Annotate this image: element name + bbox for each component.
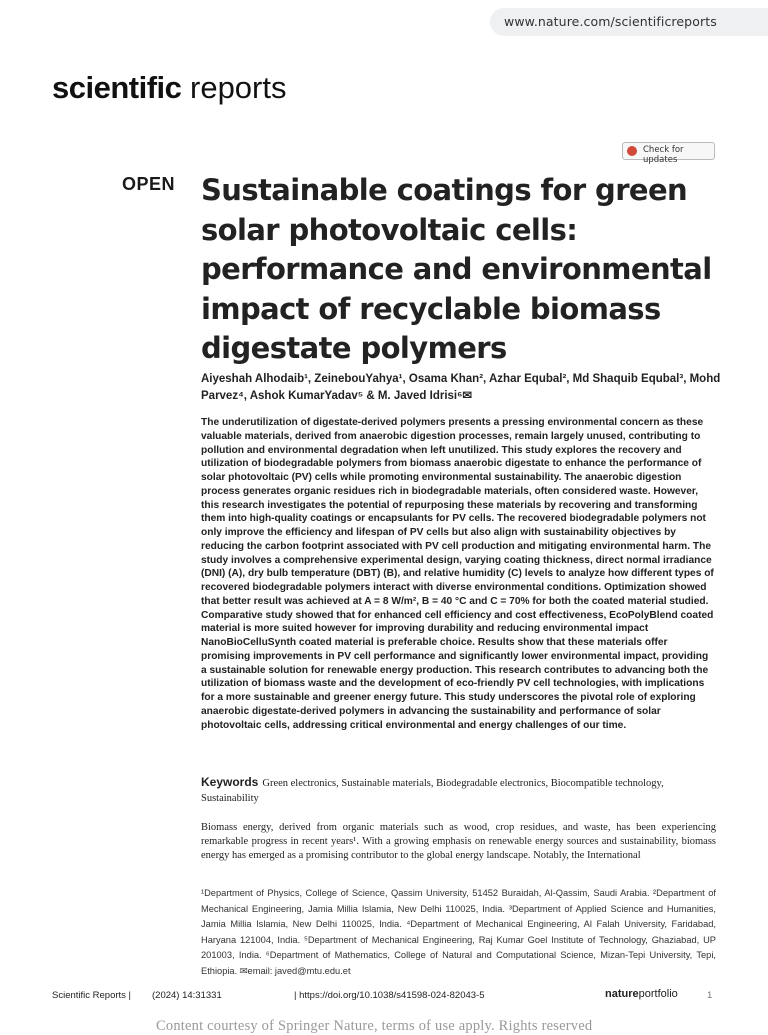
check-updates-button[interactable] — [622, 142, 715, 165]
keywords-label: Keywords — [201, 775, 259, 789]
article-title: Sustainable coatings for green solar photovoltaic cells: performance and environmental impact of recyclable biomass digestate polymers — [201, 173, 712, 365]
author-list: Aiyeshah Alhodaib¹, ZeinebouYahya¹, Osama Khan², Azhar Equbal², Md Shaquib Equbal³, Mohd Parvez⁴, Ashok KumarYadav⁵ & M. Javed Idrisi⁶✉ — [201, 373, 721, 402]
footer-volume: (2024) 14:31331 — [152, 990, 222, 1001]
journal-url[interactable]: www.nature.com/scientificreports — [504, 14, 717, 29]
brand-bold: scientific — [52, 70, 182, 105]
publisher-light: portfolio — [638, 988, 678, 1000]
publisher-logo — [605, 988, 678, 1000]
footer-journal: Scientific Reports | — [52, 990, 132, 1001]
abstract: The underutilization of digestate-derived polymers presents a pressing environmental concern as these valuable materials, derived from anaerobic digestion processes, remain largely unused, contributing to pollution and environmental degradation when left unutilized. This study explores the recovery and utilization of biodegradable polymers from biomass anaerobic digestate to enhance the performance of solar photovoltaic (PV) cells while promoting environmental sustainability. The anaerobic digestion process generates organic residues rich in biodegradable materials, often considered waste. However, this research investigates the potential of repurposing these materials by recovering and transforming them into high-quality coatings or encapsulants for PV cells. The recovered biodegradable polymers not only improve the efficiency and lifespan of PV cells but also align with sustainability objectives by reducing the carbon footprint associated with PV cell production and mitigating environmental harm. The study involves a comprehensive experimental design, varying coating thickness, direct normal irradiance (DNI) (A), dry bulb temperature (DBT) (B), and relative humidity (C) levels to analyze how different types of recovered biodegradable polymers interact with diverse environmental conditions. Optimization showed that better result was achieved at A = 8 W/m², B = 40 °C and C = 70% for both the coated material studied. Comparative study showed that for enhanced cell efficiency and cost effectiveness, EcoPolyBlend coated material is more suited however for improving durability and reducing environmental impact NanoBioCelluSynth coated material is preferable choice. Results show that these materials offer promising improvements in PV cell performance and significantly lower environmental impact, providing a sustainable solution for renewable energy production. This research contributes to advancing both the utilization of biomass waste and the development of eco-friendly PV cell technologies, with implications for a more sustainable and greener energy future. This study underscores the pivotal role of exploring anaerobic digestate-derived polymers in advancing the sustainability and performance of solar photovoltaic cells, addressing critical environmental and energy challenges of our time. — [201, 417, 714, 731]
header-tab — [718, 8, 768, 36]
crossmark-icon — [627, 146, 637, 156]
affiliations: ¹Department of Physics, College of Science, Qassim University, 51452 Buraidah, Al-Qassim, Saudi Arabia. ²Department of Mechanical Engineering, Jamia Millia Islamia, New Delhi 110025, India. ³Department of Applied Science and Humanities, Jamia Millia Islamia, New Delhi 110025, India. ⁴Department of Mechanical Engineering, Al Falah University, Faridabad, Haryana 121004, India. ⁵Department of Mechanical Engineering, Raj Kumar Goel Institute of Technology, Ghaziabad, UP 201003, India. ⁶Department of Mathematics, College of Natural and Computational Science, Mizan-Tepi University, Tepi, Ethiopia. ✉email: javed@mtu.edu.et — [201, 888, 716, 976]
publisher-bold: nature — [605, 988, 639, 1000]
journal-url-bar[interactable] — [490, 8, 718, 36]
page-number: 1 — [707, 990, 713, 1001]
open-access-label: OPEN — [122, 174, 176, 194]
copyright-watermark: Content courtesy of Springer Nature, terms of use apply. Rights reserved — [156, 1018, 593, 1034]
keywords-text: Green electronics, Sustainable materials, Biodegradable electronics, Biocompatible technology, Sustainability — [201, 778, 664, 804]
footer-doi-link[interactable]: | https://doi.org/10.1038/s41598-024-82043-5 — [294, 990, 485, 1001]
check-updates-label: Check for updates — [643, 145, 684, 165]
journal-logo — [52, 70, 287, 106]
introduction-paragraph: Biomass energy, derived from organic materials such as wood, crop residues, and waste, has been experiencing remarkable progress in recent years¹. With a growing emphasis on renewable energy sources and sustainability, biomass energy has emerged as a promising contributor to the global energy landscape. Notably, the International — [201, 822, 716, 861]
keywords-section — [201, 775, 716, 806]
brand-light: reports — [181, 70, 287, 105]
page-footer — [52, 990, 722, 1006]
